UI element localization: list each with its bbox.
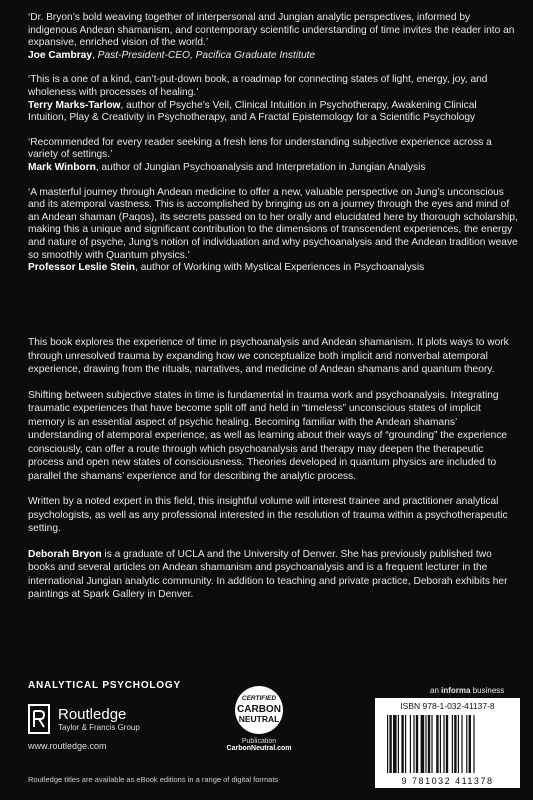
badge-url: CarbonNeutral.com (226, 745, 292, 752)
publisher-logo (28, 704, 140, 734)
endorser-name: Professor Leslie Stein (28, 262, 136, 274)
author-bio (28, 548, 518, 602)
endorsements (28, 12, 518, 287)
description-paragraph: Shifting between subjective states in time is fundamental in trauma work and psychoanalysis. Integrating traumatic experiences that have become split off and held in “timeless” unconscious states of implicit memory is an essential aspect of psychic healing. Becoming familiar with the Andean shamans’ understanding of atemporal experience, as well as learning about their ways of “grounding” the experience consciously, can offer a route through which psychoanalysis and therapy may deepen the therapeutic process and open new states of consciousness. Theories developed in quantum physics are included to parallel the shamans’ experience and for describing the analytic process. (28, 389, 508, 482)
barcode-bar (421, 715, 425, 773)
barcode-bar (443, 715, 444, 773)
endorser-role: author of Psyche’s Veil, Clinical Intuition in Psychotherapy, Awakening Clinical Intuition, Play & Creativity in Psychotherapy, and A Fractal Epistemology for a Scientific Psychology (28, 99, 477, 124)
barcode-bar (428, 715, 430, 773)
barcode-bar (410, 715, 411, 773)
barcode-bar (461, 715, 462, 773)
barcode-bar (389, 715, 391, 773)
barcode-bar (387, 715, 388, 773)
badge-label: Publication (241, 738, 277, 745)
endorsement-text: ‘A masterful journey through Andean medicine to offer a new, valuable perspective on Jung’s unconscious and its atemporal vastness. This is accomplished by bringing us on a journey through the eyes and mind of an Andean shaman (Paqos), its secrets passed on to her orally and elucidated here by thorough scholarship, making this a unique and significant contribution to the dimensions of transcendent experiences, the energy and nature of psyche, Jung’s notion of individuation and why psychoanalysis and the Andean tradition weave so smoothly with Quantum physics.’ (28, 186, 518, 261)
routledge-logo-icon (28, 704, 50, 734)
author-name: Deborah Bryon (28, 548, 102, 560)
publisher-name: Routledge (58, 705, 127, 723)
description-paragraph: This book explores the experience of time in psychoanalysis and Andean shamanism. It plots ways to work through unresolved trauma by expanding how we conceptualize both implicit and nonverbal atemporal experience, drawing from the rituals, narratives, and medicine of Andean shamans and quantum theory. (28, 337, 509, 375)
endorser-name: Mark Winborn (28, 161, 96, 173)
barcode-bar (416, 715, 418, 773)
informa-prefix: an (430, 686, 442, 695)
endorsement (28, 137, 518, 175)
barcode-bar (401, 715, 403, 773)
barcode-bar (405, 715, 406, 773)
ebook-note: Routledge titles are available as eBook editions in a range of digital formats (28, 775, 279, 784)
publisher-url: www.routledge.com (28, 741, 107, 751)
endorser-name: Joe Cambray (28, 49, 92, 61)
endorsement (28, 187, 518, 275)
barcode-bar (436, 715, 438, 773)
barcode-bar (454, 715, 456, 773)
publisher-group: Taylor & Francis Group (58, 722, 140, 732)
endorsement-attribution: Joe Cambray, Past-President-CEO, Pacifica Graduate Institute (28, 49, 316, 61)
endorsement-text: ‘Dr. Bryon’s bold weaving together of interpersonal and Jungian analytic perspectives, informed by indigenous Andean shamanism, and contemporary scientific understanding of time invites the reader into an expansive, enriched vision of the world.’ (28, 12, 515, 49)
barcode-bar (446, 715, 448, 773)
endorsement-attribution: Terry Marks-Tarlow, author of Psyche’s Veil, Clinical Intuition in Psychotherapy, Awakening Clinical Intuition, Play & Creativity in Psychotherapy, and A Fractal Epistemology for a Scientific Psychology (28, 99, 477, 124)
endorsement (28, 12, 518, 62)
barcode-bars (387, 715, 508, 775)
endorser-role: author of Jungian Psychoanalysis and Interpretation in Jungian Analysis (101, 161, 426, 173)
isbn-number: ISBN 978-1-032-41137-8 (400, 701, 495, 711)
endorsement-attribution: Mark Winborn, author of Jungian Psychoanalysis and Interpretation in Jungian Analysis (28, 161, 426, 173)
endorsement-text: ‘Recommended for every reader seeking a fresh lens for understanding subjective experience across a variety of settings.’ (28, 136, 492, 161)
barcode-bar (398, 715, 399, 773)
barcode-bar (469, 715, 471, 773)
barcode-bar (458, 715, 459, 773)
barcode-bar (466, 715, 467, 773)
badge-line1: CERTIFIED (241, 695, 277, 702)
endorsement (28, 74, 518, 124)
carbon-neutral-icon (229, 684, 289, 736)
informa-suffix: business (470, 686, 505, 695)
book-description (28, 336, 518, 614)
barcode-bar (393, 715, 397, 773)
barcode-bar (425, 715, 426, 773)
isbn-barcode (375, 698, 520, 788)
endorsement-attribution: Professor Leslie Stein, author of Working with Mystical Experiences in Psychoanalysis (28, 262, 425, 274)
endorsement-text: ‘This is a one of a kind, can’t-put-down book, a roadmap for connecting states of light, energy, joy, and wholeness with processes of healing.’ (28, 74, 488, 98)
series-name: ANALYTICAL PSYCHOLOGY (28, 680, 181, 691)
barcode-digits: 9 781032 411378 (401, 776, 494, 786)
endorser-role: author of Working with Mystical Experiences in Psychoanalysis (140, 262, 425, 274)
badge-line2: CARBON (237, 704, 281, 715)
endorser-role: Past-President-CEO, Pacifica Graduate Institute (97, 49, 316, 61)
informa-brand: informa (441, 686, 471, 695)
barcode-bar (413, 715, 414, 773)
cover-footer (0, 680, 533, 800)
barcode-bar (440, 715, 441, 773)
informa-business-label (430, 686, 504, 695)
author-bio-text: is a graduate of UCLA and the University of Denver. She has previously published two books and several articles on Andean shamanism and psychoanalysis and is a frequent lecturer in the international Jungian analytic community. In addition to teaching and private practice, Deborah exhibits her paintings at Spark Gallery in Denver. (28, 548, 508, 600)
barcode-bar (431, 715, 432, 773)
endorser-name: Terry Marks-Tarlow (28, 99, 121, 111)
badge-line3: NEUTRAL (238, 714, 280, 724)
barcode-bar (473, 715, 474, 773)
barcode-bar (452, 715, 453, 773)
description-paragraph: Written by a noted expert in this field, this insightful volume will interest trainee and practitioner analytical psychologists, as well as any professional interested in the resolution of trauma within a psychotherapeutic setting. (28, 496, 508, 534)
carbon-neutral-badge (214, 684, 304, 752)
